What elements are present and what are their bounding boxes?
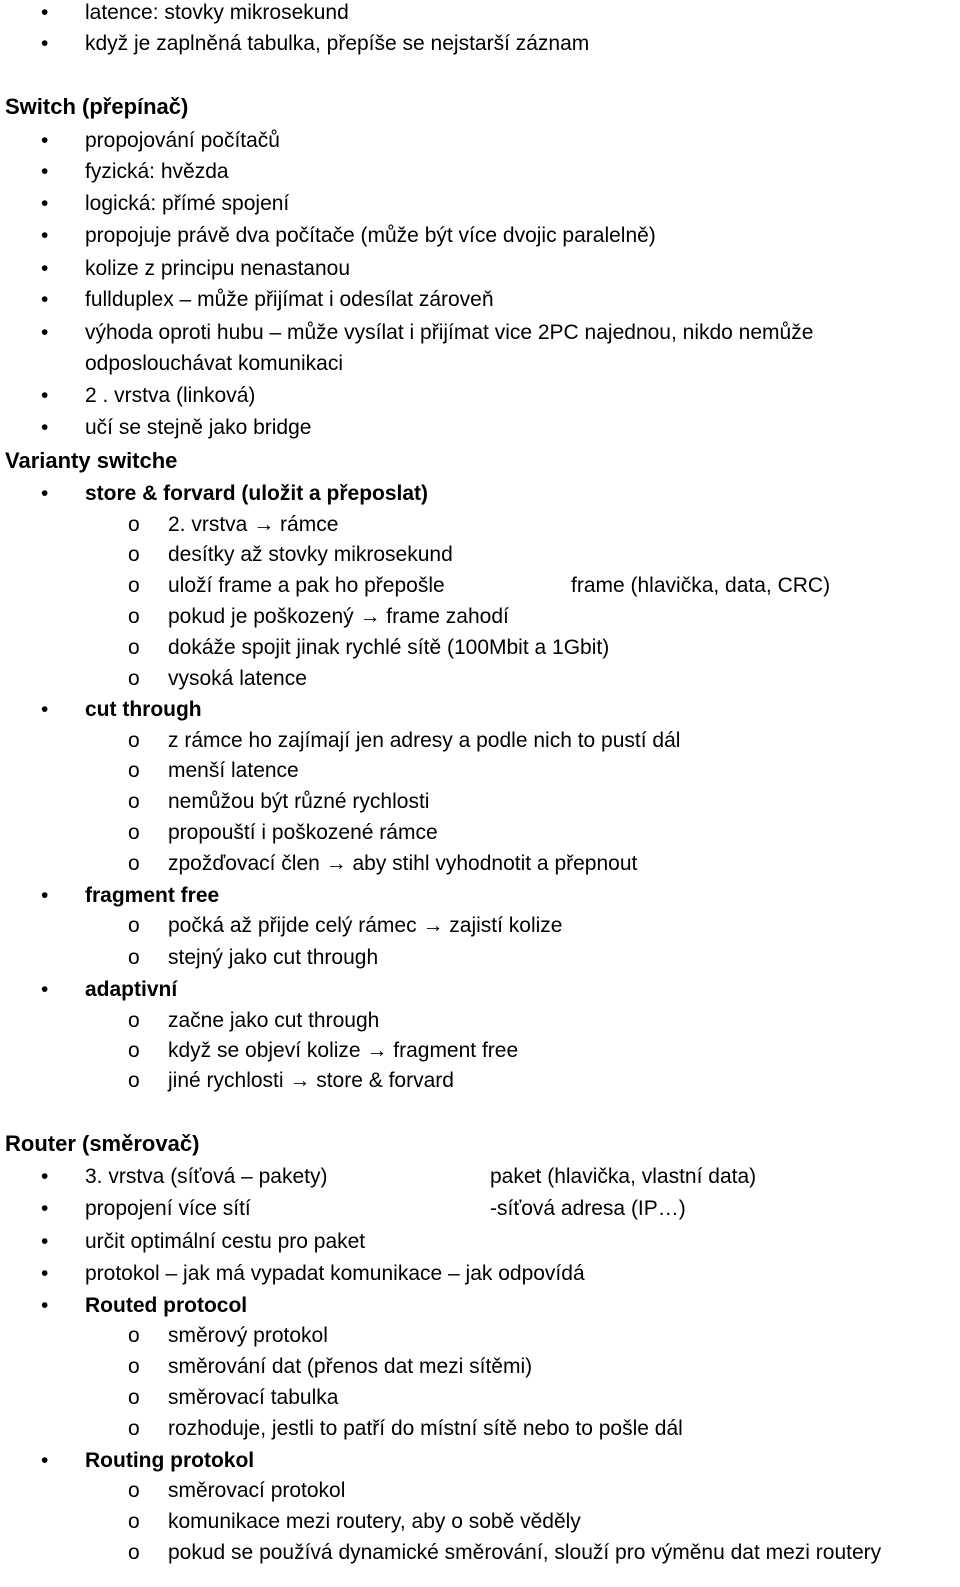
bullet-icon: • [41, 1, 49, 24]
sub-bullet-icon: o [128, 729, 140, 752]
item-text: propouští i poškozené rámce [168, 821, 438, 844]
item-text: logická: přímé spojení [85, 192, 290, 215]
item-text: kolize z principu nenastanou [85, 257, 351, 280]
item-text: propojování počítačů [85, 129, 280, 152]
item-text: výhoda oproti hubu – může vysílat i přijímat vice 2PC najednou, nikdo nemůže [85, 321, 814, 344]
item-text: fragment free [85, 884, 220, 907]
side-note: frame (hlavička, data, CRC) [571, 574, 831, 597]
item-text: učí se stejně jako bridge [85, 416, 312, 439]
bullet-icon: • [41, 1197, 49, 1220]
item-text: z rámce ho zajímají jen adresy a podle nich to pustí dál [168, 729, 681, 752]
sub-bullet-icon: o [128, 667, 140, 690]
sub-bullet-icon: o [128, 1069, 140, 1092]
item-text: nemůžou být různé rychlosti [168, 790, 430, 813]
item-text: rozhoduje, jestli to patří do místní sítě nebo to pošle dál [168, 1417, 683, 1440]
item-text: počká až přijde celý rámec → zajistí kolize [168, 914, 563, 937]
item-text: fyzická: hvězda [85, 160, 229, 183]
sub-bullet-icon: o [128, 790, 140, 813]
item-text: stejný jako cut through [168, 946, 379, 969]
bullet-icon: • [41, 288, 49, 311]
bullet-icon: • [41, 257, 49, 280]
sub-bullet-icon: o [128, 1039, 140, 1062]
bullet-icon: • [41, 884, 49, 907]
item-text: Routing protokol [85, 1449, 255, 1472]
sub-bullet-icon: o [128, 821, 140, 844]
bullet-icon: • [41, 416, 49, 439]
sub-bullet-icon: o [128, 1541, 140, 1564]
bullet-icon: • [41, 482, 49, 505]
item-text: začne jako cut through [168, 1009, 380, 1032]
item-text: určit optimální cestu pro paket [85, 1230, 366, 1253]
sub-bullet-icon: o [128, 1417, 140, 1440]
sub-bullet-icon: o [128, 1479, 140, 1502]
item-text: pokud se používá dynamické směrování, slouží pro výměnu dat mezi routery [168, 1541, 882, 1564]
heading-text: Switch (přepínač) [5, 94, 189, 119]
sub-bullet-icon: o [128, 543, 140, 566]
sub-bullet-icon: o [128, 946, 140, 969]
heading-text: Varianty switche [5, 448, 178, 473]
bullet-icon: • [41, 384, 49, 407]
bullet-icon: • [41, 1449, 49, 1472]
bullet-icon: • [41, 698, 49, 721]
bullet-icon: • [41, 160, 49, 183]
item-text: cut through [85, 698, 202, 721]
item-text: 2 . vrstva (linková) [85, 384, 256, 407]
sub-bullet-icon: o [128, 1355, 140, 1378]
item-text: desítky až stovky mikrosekund [168, 543, 453, 566]
item-text: propojuje právě dva počítače (může být více dvojic paralelně) [85, 224, 656, 247]
sub-bullet-icon: o [128, 852, 140, 875]
item-text: komunikace mezi routery, aby o sobě věděly [168, 1510, 581, 1533]
item-text: adaptivní [85, 978, 178, 1001]
side-note: -síťová adresa (IP…) [490, 1197, 686, 1220]
bullet-icon: • [41, 1230, 49, 1253]
bullet-icon: • [41, 1294, 49, 1317]
item-text: odposlouchávat komunikaci [85, 352, 343, 375]
item-text: protokol – jak má vypadat komunikace – jak odpovídá [85, 1262, 585, 1285]
sub-bullet-icon: o [128, 636, 140, 659]
bullet-icon: • [41, 321, 49, 344]
item-text: Routed protocol [85, 1294, 248, 1317]
sub-bullet-icon: o [128, 1510, 140, 1533]
item-text: uloží frame a pak ho přepošle [168, 574, 445, 597]
item-text: když se objeví kolize → fragment free [168, 1039, 519, 1062]
item-text: směrování dat (přenos dat mezi sítěmi) [168, 1355, 533, 1378]
item-text: když je zaplněná tabulka, přepíše se nejstarší záznam [85, 32, 590, 55]
sub-bullet-icon: o [128, 605, 140, 628]
item-text: 2. vrstva → rámce [168, 513, 339, 536]
item-text: vysoká latence [168, 667, 307, 690]
item-text: menší latence [168, 759, 299, 782]
item-text: směrovací tabulka [168, 1386, 339, 1409]
sub-bullet-icon: o [128, 1009, 140, 1032]
bullet-icon: • [41, 192, 49, 215]
bullet-icon: • [41, 224, 49, 247]
item-text: propojení více sítí [85, 1197, 251, 1220]
sub-bullet-icon: o [128, 914, 140, 937]
bullet-icon: • [41, 32, 49, 55]
item-text: zpožďovací člen → aby stihl vyhodnotit a přepnout [168, 852, 638, 875]
item-text: směrový protokol [168, 1324, 328, 1347]
item-text: latence: stovky mikrosekund [85, 1, 349, 24]
item-text: jiné rychlosti → store & forvard [168, 1069, 454, 1092]
bullet-icon: • [41, 129, 49, 152]
sub-bullet-icon: o [128, 574, 140, 597]
item-text: 3. vrstva (síťová – pakety) [85, 1165, 328, 1188]
sub-bullet-icon: o [128, 1386, 140, 1409]
item-text: pokud je poškozený → frame zahodí [168, 605, 509, 628]
bullet-icon: • [41, 978, 49, 1001]
bullet-icon: • [41, 1165, 49, 1188]
sub-bullet-icon: o [128, 1324, 140, 1347]
sub-bullet-icon: o [128, 513, 140, 536]
item-text: směrovací protokol [168, 1479, 346, 1502]
item-text: store & forvard (uložit a přeposlat) [85, 482, 429, 505]
sub-bullet-icon: o [128, 759, 140, 782]
item-text: fullduplex – může přijímat i odesílat zároveň [85, 288, 494, 311]
bullet-icon: • [41, 1262, 49, 1285]
heading-text: Router (směrovač) [5, 1131, 200, 1156]
item-text: dokáže spojit jinak rychlé sítě (100Mbit a 1Gbit) [168, 636, 610, 659]
side-note: paket (hlavička, vlastní data) [490, 1165, 757, 1188]
